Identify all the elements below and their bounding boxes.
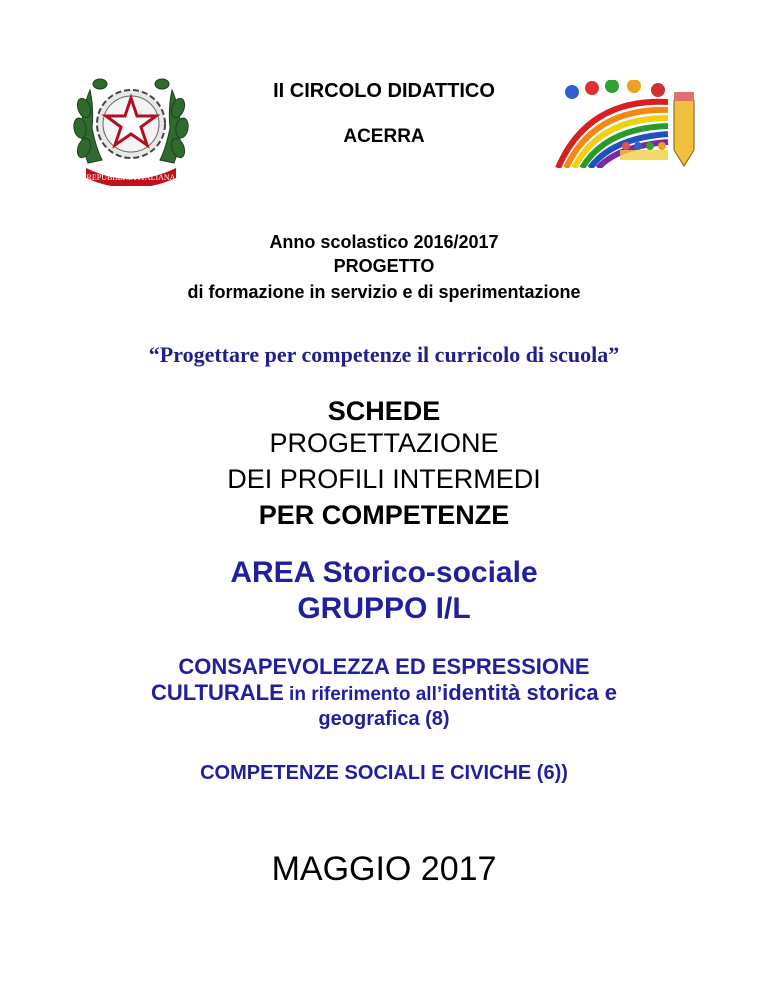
area-name: AREA Storico-sociale [230, 556, 538, 589]
school-name: II CIRCOLO DIDATTICO [273, 80, 495, 102]
formazione-label: di formazione in servizio e di sperimentazione [187, 282, 581, 302]
school-city: ACERRA [343, 126, 425, 147]
schede-heading: SCHEDE [327, 396, 441, 426]
competenze-heading: PER COMPETENZE [258, 500, 510, 530]
group-name: GRUPPO I/L [297, 592, 471, 625]
competenze-sociali: COMPETENZE SOCIALI E CIVICHE (6)) [200, 762, 568, 784]
progetto-label: PROGETTO [333, 256, 435, 276]
emblem-ribbon-text: REPUBBLICA ITALIANA [86, 173, 176, 182]
competence-identita: identità storica e [442, 680, 617, 705]
competence-riferimento: in riferimento all’ [283, 684, 443, 705]
competence-culturale: CULTURALE [150, 680, 284, 705]
project-title: “Progettare per competenze il curricolo di scuola” [148, 342, 620, 367]
competence-line-2 [0, 680, 768, 706]
progettazione-heading: PROGETTAZIONE [269, 428, 499, 458]
competence-line-1: CONSAPEVOLEZZA ED ESPRESSIONE [178, 654, 590, 679]
school-year: Anno scolastico 2016/2017 [269, 232, 499, 252]
competence-line-3: geografica (8) [318, 708, 450, 730]
document-date: MAGGIO 2017 [271, 850, 497, 888]
profili-heading: DEI PROFILI INTERMEDI [227, 464, 541, 494]
